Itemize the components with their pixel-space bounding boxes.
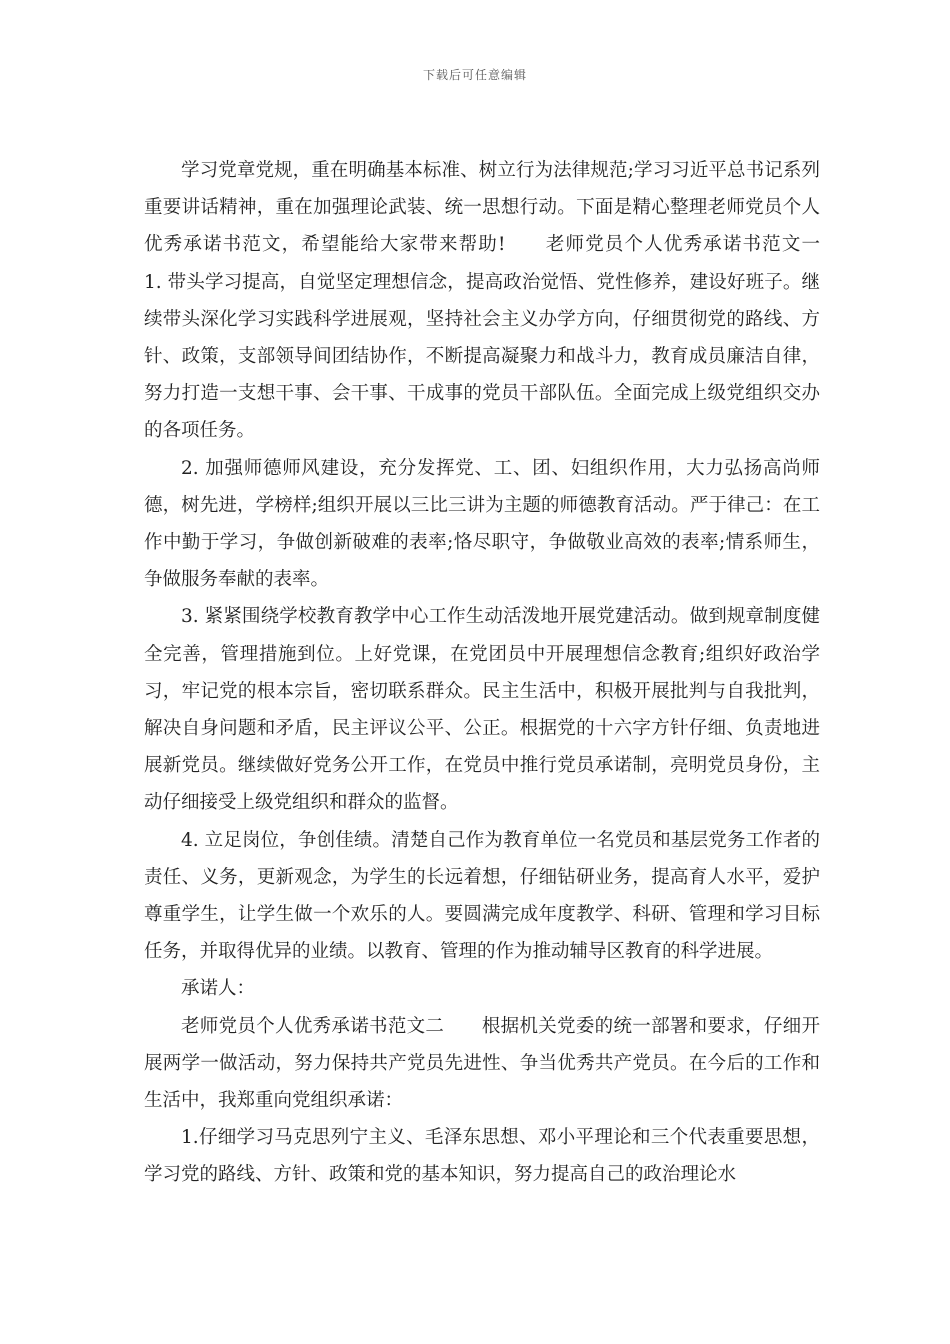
document-body: [144, 152, 858, 1194]
paragraph-item-2: 2. 加强师德师风建设，充分发挥党、工、团、妇组织作用，大力弘扬高尚师德，树先进，学榜样;组织开展以三比三讲为主题的师德教育活动。严于律己：在工作中勤于学习，争做创新破难的表率;恪尽职守，争做敬业高效的表率;情系师生，争做服务奉献的表率。: [144, 457, 820, 591]
paragraph-template-two-item-1: 1.仔细学习马克思列宁主义、毛泽东思想、邓小平理论和三个代表重要思想，学习党的路线、方针、政策和党的基本知识，努力提高自己的政治理论水: [144, 1127, 820, 1186]
paragraph-item-4: 4. 立足岗位，争创佳绩。清楚自己作为教育单位一名党员和基层党务工作者的责任、义务，更新观念，为学生的长远着想，仔细钻研业务，提高育人水平，爱护尊重学生，让学生做一个欢乐的人。要圆满完成年度教学、科研、管理和学习目标任务，并取得优异的业绩。以教育、管理的作为推动辅导区教育的科学进展。: [144, 829, 820, 963]
page-header: 下载后可任意编辑: [422, 68, 527, 82]
paragraph-item-3: 3. 紧紧围绕学校教育教学中心工作生动活泼地开展党建活动。做到规章制度健全完善，管理措施到位。上好党课，在党团员中开展理想信念教育;组织好政治学习，牢记党的根本宗旨，密切联系群众。民主生活中，积极开展批判与自我批判，解决自身问题和矛盾，民主评议公平、公正。根据党的十六字方针仔细、负责地进展新党员。继续做好党务公开工作，在党员中推行党员承诺制，亮明党员身份，主动仔细接受上级党组织和群众的监督。: [144, 606, 820, 814]
paragraph-template-two: 老师党员个人优秀承诺书范文二 根据机关党委的统一部署和要求，仔细开展两学一做活动，努力保持共产党员先进性、争当优秀共产党员。在今后的工作和生活中，我郑重向党组织承诺：: [144, 1015, 820, 1112]
paragraph-intro: 学习党章党规，重在明确基本标准、树立行为法律规范;学习习近平总书记系列重要讲话精神，重在加强理论武装、统一思想行动。下面是精心整理老师党员个人优秀承诺书范文，希望能给大家带来帮助! 老师党员个人优秀承诺书范文一 1. 带头学习提高，自觉坚定理想信念，提高政治觉悟、党性修养，建设好班子。继续带头深化学习实践科学进展观，坚持社会主义办学方向，仔细贯彻党的路线、方针、政策，支部领导间团结协作，不断提高凝聚力和战斗力，教育成员廉洁自律，努力打造一支想干事、会干事、干成事的党员干部队伍。全面完成上级党组织交办的各项任务。: [144, 160, 858, 442]
paragraph-signature: 承诺人：: [181, 978, 256, 1000]
